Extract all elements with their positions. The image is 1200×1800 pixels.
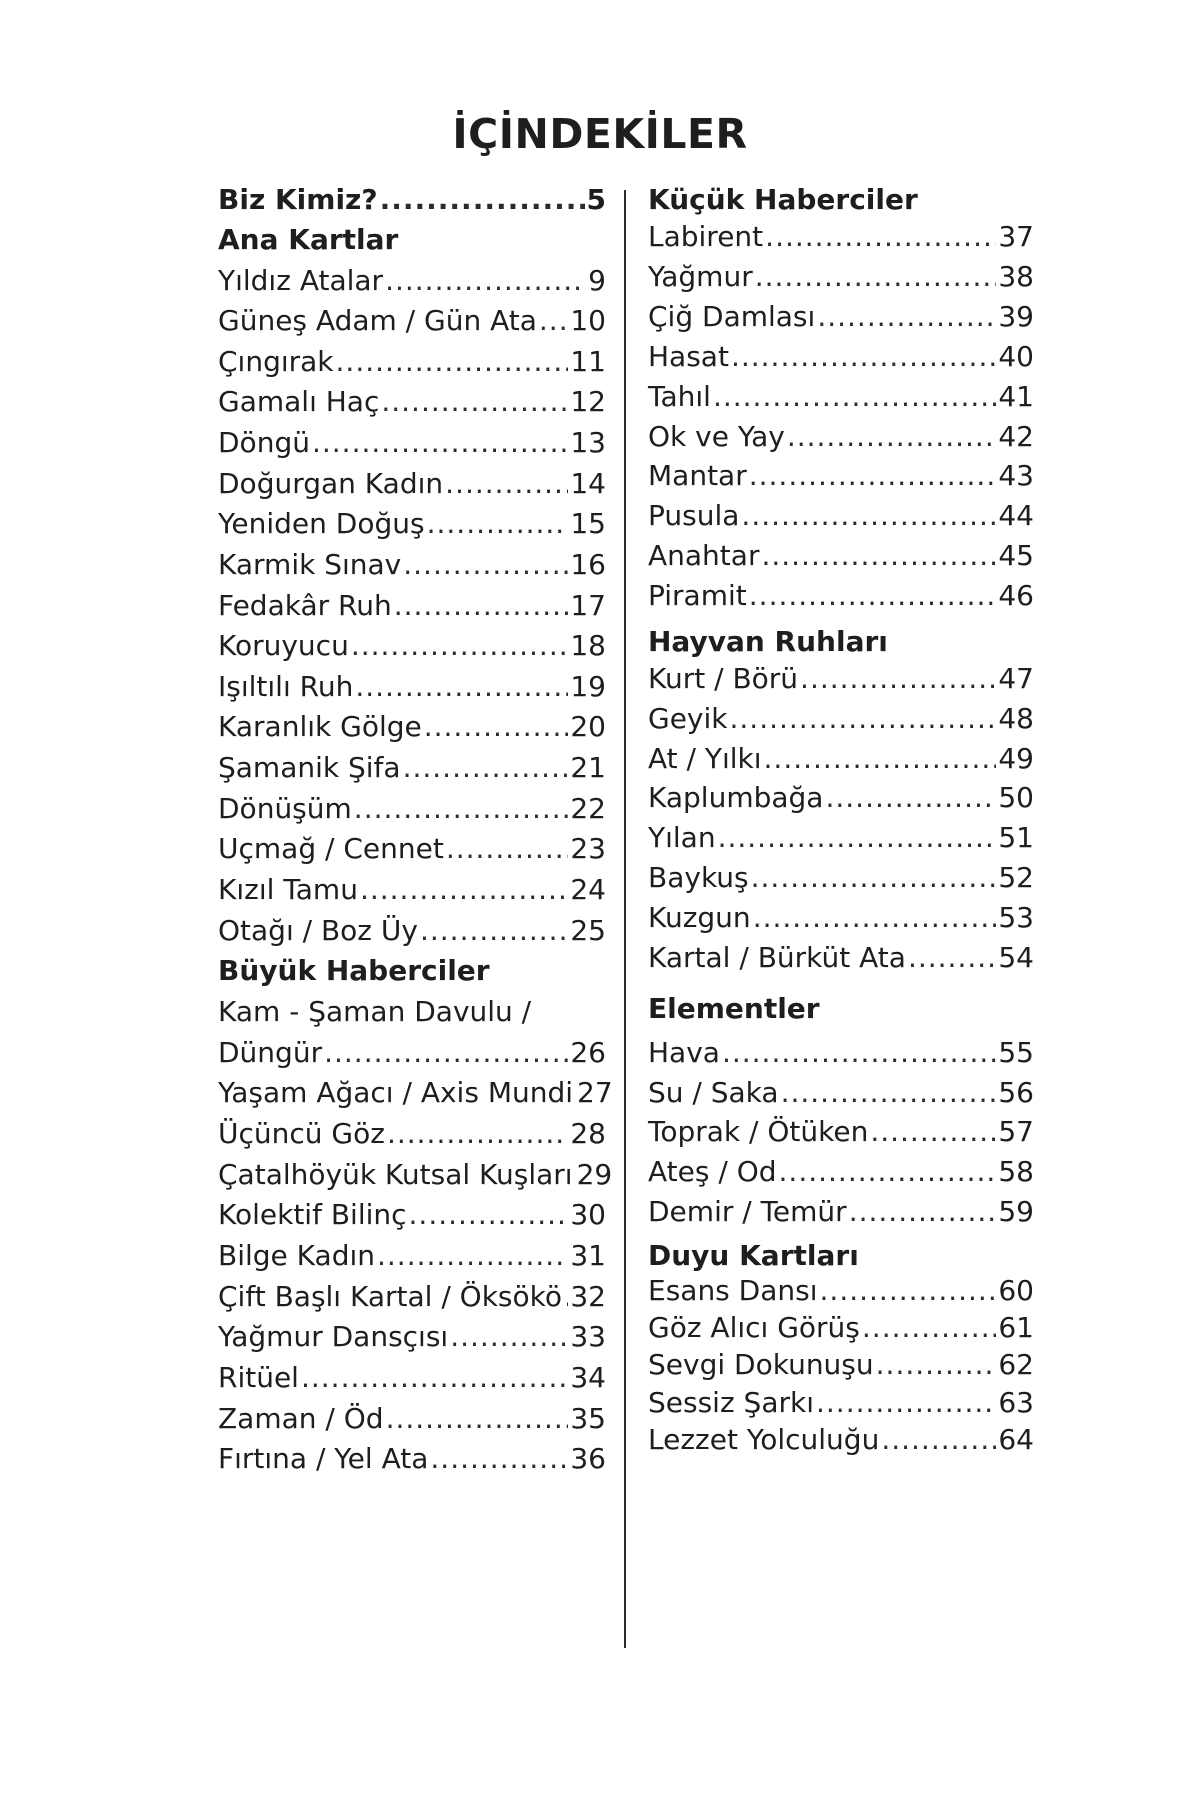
toc-entry xyxy=(218,464,606,504)
toc-page-number: 60 xyxy=(998,1274,1034,1307)
dot-leader xyxy=(409,1195,569,1235)
dot-leader xyxy=(751,858,997,898)
dot-leader xyxy=(360,870,568,910)
toc-entry xyxy=(648,536,1034,576)
toc-entry xyxy=(218,626,606,666)
dot-leader xyxy=(385,261,586,301)
toc-page-number: 15 xyxy=(570,507,606,540)
dot-leader xyxy=(336,342,569,382)
dot-leader xyxy=(781,1073,997,1113)
toc-entry-title: Doğurgan Kadın xyxy=(218,467,444,500)
dot-leader xyxy=(354,789,569,829)
dot-leader xyxy=(450,1317,568,1357)
toc-page-number: 62 xyxy=(998,1348,1034,1381)
toc-entry xyxy=(648,1383,1034,1423)
toc-entry-title: Fırtına / Yel Ata xyxy=(218,1442,429,1475)
toc-page-number: 40 xyxy=(998,340,1034,373)
toc-entry-title: Labirent xyxy=(648,220,764,253)
toc-entry xyxy=(648,417,1034,457)
dot-leader xyxy=(753,898,997,938)
dot-leader xyxy=(324,1033,568,1073)
toc-entry xyxy=(218,667,606,707)
toc-entry xyxy=(218,1114,606,1154)
toc-entry-title: Çatalhöyük Kutsal Kuşları xyxy=(218,1158,573,1191)
toc-entry-title: Göz Alıcı Görüş xyxy=(648,1311,860,1344)
toc-entry-title: Ok ve Yay xyxy=(648,420,785,453)
toc-page-number: 24 xyxy=(570,873,606,906)
toc-page-number: 25 xyxy=(570,914,606,947)
toc-entry-title: Ana Kartlar xyxy=(218,223,399,256)
toc-entry-title: Küçük Haberciler xyxy=(648,183,918,216)
dot-leader xyxy=(779,1152,997,1192)
toc-section-heading xyxy=(218,951,606,991)
toc-entry-title: Ritüel xyxy=(218,1361,299,1394)
dot-leader xyxy=(722,1033,996,1073)
toc-entry-title: Ateş / Od xyxy=(648,1155,777,1188)
dot-leader xyxy=(445,464,568,504)
dot-leader xyxy=(355,667,568,707)
toc-entry xyxy=(648,898,1034,938)
dot-leader xyxy=(718,818,997,858)
toc-page-number: 16 xyxy=(570,548,606,581)
toc-entry xyxy=(218,1439,606,1479)
toc-entry xyxy=(218,545,606,585)
toc-section-heading xyxy=(648,989,1034,1029)
toc-entry-title: Sevgi Dokunuşu xyxy=(648,1348,874,1381)
dot-leader xyxy=(403,748,569,788)
dot-leader xyxy=(730,699,997,739)
toc-entry xyxy=(218,870,606,910)
toc-page-number: 36 xyxy=(570,1442,606,1475)
toc-entry-title: Hayvan Ruhları xyxy=(648,625,888,658)
dot-leader xyxy=(870,1112,996,1152)
toc-entry xyxy=(648,456,1034,496)
toc-entry xyxy=(218,342,606,382)
dot-leader xyxy=(908,938,996,978)
toc-entry-title: Kartal / Bürküt Ata xyxy=(648,941,906,974)
toc-entry-title: Kızıl Tamu xyxy=(218,873,358,906)
toc-page-number: 56 xyxy=(998,1076,1034,1109)
toc-page-number: 44 xyxy=(998,499,1034,532)
toc-entry-title: Uçmağ / Cennet xyxy=(218,832,444,865)
dot-leader xyxy=(301,1358,568,1398)
toc-entry xyxy=(218,1317,606,1357)
dot-leader xyxy=(351,626,569,666)
toc-entry xyxy=(218,586,606,626)
toc-entry xyxy=(648,337,1034,377)
toc-entry xyxy=(218,1155,613,1195)
toc-entry xyxy=(648,1073,1034,1113)
dot-leader xyxy=(800,659,996,699)
toc-page-number: 61 xyxy=(998,1311,1034,1344)
toc-entry xyxy=(648,257,1034,297)
dot-leader xyxy=(381,382,568,422)
toc-entry-title: Piramit xyxy=(648,579,747,612)
toc-entry-title: Yağmur Dansçısı xyxy=(218,1320,449,1353)
toc-page-number: 50 xyxy=(998,781,1034,814)
toc-entry xyxy=(648,377,1034,417)
toc-entry xyxy=(648,496,1034,536)
toc-entry-title: Biz Kimiz? xyxy=(218,183,378,216)
toc-entry xyxy=(648,818,1034,858)
toc-entry-title: Dönüşüm xyxy=(218,792,352,825)
toc-entry xyxy=(218,789,606,829)
toc-entry xyxy=(218,911,606,951)
toc-entry-title: Çiğ Damlası xyxy=(648,300,816,333)
toc-entry-title: Büyük Haberciler xyxy=(218,954,490,987)
toc-entry-title: Bilge Kadın xyxy=(218,1239,375,1272)
toc-page-number: 54 xyxy=(998,941,1034,974)
dot-leader xyxy=(749,576,997,616)
dot-leader xyxy=(749,456,997,496)
toc-entry xyxy=(648,938,1034,978)
toc-entry-title: Demir / Temür xyxy=(648,1195,847,1228)
toc-page-number: 20 xyxy=(570,710,606,743)
toc-entry xyxy=(218,992,606,1032)
dot-leader xyxy=(825,778,996,818)
dot-leader xyxy=(731,337,996,377)
dot-leader xyxy=(741,496,996,536)
toc-page-number: 32 xyxy=(570,1280,606,1313)
toc-entry xyxy=(218,504,606,544)
toc-page-number: 64 xyxy=(998,1423,1034,1456)
toc-page-number: 49 xyxy=(998,742,1034,775)
toc-entry-title: Geyik xyxy=(648,702,728,735)
toc-entry-title: Kuzgun xyxy=(648,901,751,934)
dot-leader xyxy=(817,297,996,337)
dot-leader xyxy=(427,504,569,544)
toc-entry xyxy=(218,1358,606,1398)
toc-entry xyxy=(218,382,606,422)
toc-entry xyxy=(648,1271,1034,1311)
toc-page-number: 52 xyxy=(998,861,1034,894)
page-title: İÇİNDEKİLER xyxy=(452,110,748,158)
toc-entry-title: Karmik Sınav xyxy=(218,548,402,581)
toc-page-number: 5 xyxy=(586,183,606,216)
toc-entry xyxy=(648,1345,1034,1385)
toc-page-number: 10 xyxy=(570,304,606,337)
toc-page-number: 47 xyxy=(998,662,1034,695)
toc-entry-title: Düngür xyxy=(218,1036,323,1069)
dot-leader xyxy=(403,545,568,585)
dot-leader xyxy=(386,1399,569,1439)
toc-entry xyxy=(648,576,1034,616)
toc-page-number: 28 xyxy=(570,1117,606,1150)
toc-entry-title: Yeniden Doğuş xyxy=(218,507,425,540)
toc-entry xyxy=(218,1399,606,1439)
toc-entry-title: Anahtar xyxy=(648,539,760,572)
toc-page-number: 26 xyxy=(570,1036,606,1069)
dot-leader xyxy=(424,707,569,747)
toc-entry xyxy=(648,858,1034,898)
toc-entry-title: Üçüncü Göz xyxy=(218,1117,385,1150)
toc-entry xyxy=(218,748,606,788)
toc-page-number: 19 xyxy=(570,670,606,703)
toc-page-number: 41 xyxy=(998,380,1034,413)
toc-entry xyxy=(218,261,606,301)
toc-entry xyxy=(648,659,1034,699)
toc-entry-title: Kam - Şaman Davulu / xyxy=(218,995,532,1028)
dot-leader xyxy=(377,1236,568,1276)
toc-entry xyxy=(648,739,1034,779)
toc-page-number: 63 xyxy=(998,1386,1034,1419)
toc-entry-title: Otağı / Boz Üy xyxy=(218,914,418,947)
dot-leader xyxy=(755,257,997,297)
toc-page-number: 35 xyxy=(570,1402,606,1435)
toc-page-number: 9 xyxy=(588,264,606,297)
toc-entry-title: Döngü xyxy=(218,426,310,459)
dot-leader xyxy=(564,1277,568,1317)
toc-entry xyxy=(218,1033,606,1073)
toc-page-number: 14 xyxy=(570,467,606,500)
toc-entry xyxy=(218,423,606,463)
toc-entry xyxy=(648,1308,1034,1348)
dot-leader xyxy=(765,217,996,257)
toc-entry xyxy=(648,1033,1034,1073)
toc-page-number: 58 xyxy=(998,1155,1034,1188)
toc-entry-title: Karanlık Gölge xyxy=(218,710,422,743)
toc-entry xyxy=(218,1073,613,1113)
toc-entry xyxy=(218,1195,606,1235)
toc-page-number: 42 xyxy=(998,420,1034,453)
toc-entry-title: Güneş Adam / Gün Ata xyxy=(218,304,537,337)
dot-leader xyxy=(713,377,996,417)
toc-entry-title: Sessiz Şarkı xyxy=(648,1386,814,1419)
toc-page-number: 18 xyxy=(570,629,606,662)
toc-entry xyxy=(648,297,1034,337)
toc-entry xyxy=(218,301,606,341)
toc-page-number: 55 xyxy=(998,1036,1034,1069)
toc-page-number: 21 xyxy=(570,751,606,784)
dot-leader xyxy=(849,1192,997,1232)
toc-page-number: 29 xyxy=(576,1158,613,1191)
toc-entry-title: Yağmur xyxy=(648,260,753,293)
dot-leader xyxy=(420,911,568,951)
toc-entry xyxy=(218,829,606,869)
toc-page-number: 30 xyxy=(570,1198,606,1231)
toc-page-number: 11 xyxy=(570,345,606,378)
toc-entry xyxy=(218,707,606,747)
toc-entry xyxy=(218,1277,606,1317)
toc-entry-title: Yılan xyxy=(648,821,716,854)
toc-page-number: 31 xyxy=(570,1239,606,1272)
toc-page-number: 13 xyxy=(570,426,606,459)
toc-entry-title: Çıngırak xyxy=(218,345,334,378)
toc-entry-title: Gamalı Haç xyxy=(218,385,380,418)
toc-page-number: 59 xyxy=(998,1195,1034,1228)
toc-page-number: 33 xyxy=(570,1320,606,1353)
toc-entry-title: Hasat xyxy=(648,340,729,373)
toc-page-number: 37 xyxy=(998,220,1034,253)
toc-page-number: 38 xyxy=(998,260,1034,293)
toc-entry-title: At / Yılkı xyxy=(648,742,762,775)
toc-section-heading xyxy=(218,220,606,260)
dot-leader xyxy=(862,1308,996,1348)
toc-page-number: 34 xyxy=(570,1361,606,1394)
toc-entry-title: Elementler xyxy=(648,992,820,1025)
toc-entry-title: Kurt / Börü xyxy=(648,662,799,695)
toc-entry xyxy=(648,778,1034,818)
dot-leader xyxy=(876,1345,997,1385)
toc-entry xyxy=(648,217,1034,257)
toc-section-heading xyxy=(648,180,1034,220)
toc-entry-title: Esans Dansı xyxy=(648,1274,818,1307)
dot-leader xyxy=(394,586,569,626)
toc-entry-title: Şamanik Şifa xyxy=(218,751,401,784)
dot-leader xyxy=(312,423,568,463)
toc-entry-title: Kaplumbağa xyxy=(648,781,824,814)
toc-entry xyxy=(648,1420,1034,1460)
column-divider xyxy=(624,190,626,1648)
dot-leader xyxy=(539,301,568,341)
toc-entry xyxy=(648,1112,1034,1152)
dot-leader xyxy=(387,1114,568,1154)
toc-entry xyxy=(218,1236,606,1276)
toc-page-number: 48 xyxy=(998,702,1034,735)
toc-entry-title: Işıltılı Ruh xyxy=(218,670,354,703)
dot-leader xyxy=(380,180,585,220)
toc-entry-title: Koruyucu xyxy=(218,629,349,662)
toc-entry xyxy=(218,180,606,220)
dot-leader xyxy=(446,829,569,869)
toc-entry-title: Yıldız Atalar xyxy=(218,264,384,297)
toc-entry-title: Yaşam Ağacı / Axis Mundi xyxy=(218,1076,574,1109)
dot-leader xyxy=(761,536,996,576)
toc-page-number: 45 xyxy=(998,539,1034,572)
toc-entry-title: Su / Saka xyxy=(648,1076,779,1109)
toc-entry-title: Lezzet Yolculuğu xyxy=(648,1423,880,1456)
toc-section-heading xyxy=(648,1236,1034,1276)
toc-entry xyxy=(648,1152,1034,1192)
toc-page-number: 27 xyxy=(577,1076,613,1109)
dot-leader xyxy=(820,1271,997,1311)
toc-entry-title: Tahıl xyxy=(648,380,711,413)
toc-entry-title: Kolektif Bilinç xyxy=(218,1198,407,1231)
toc-page-number: 53 xyxy=(998,901,1034,934)
toc-page-number: 22 xyxy=(570,792,606,825)
toc-entry-title: Pusula xyxy=(648,499,740,532)
toc-entry-title: Toprak / Ötüken xyxy=(648,1115,869,1148)
toc-page-number: 12 xyxy=(570,385,606,418)
dot-leader xyxy=(764,739,997,779)
toc-entry-title: Duyu Kartları xyxy=(648,1239,859,1272)
toc-entry-title: Baykuş xyxy=(648,861,749,894)
toc-entry-title: Hava xyxy=(648,1036,720,1069)
toc-entry-title: Zaman / Öd xyxy=(218,1402,384,1435)
toc-page-number: 17 xyxy=(570,589,606,622)
dot-leader xyxy=(787,417,997,457)
toc-page-number: 43 xyxy=(998,459,1034,492)
toc-entry xyxy=(648,699,1034,739)
toc-entry xyxy=(648,1192,1034,1232)
dot-leader xyxy=(430,1439,568,1479)
toc-entry-title: Mantar xyxy=(648,459,747,492)
toc-entry-title: Fedakâr Ruh xyxy=(218,589,392,622)
dot-leader xyxy=(881,1420,996,1460)
dot-leader xyxy=(816,1383,996,1423)
toc-entry-title: Çift Başlı Kartal / Öksökö xyxy=(218,1280,562,1313)
toc-page-number: 57 xyxy=(998,1115,1034,1148)
toc-page-number: 23 xyxy=(570,832,606,865)
toc-page-number: 46 xyxy=(998,579,1034,612)
toc-page-number: 39 xyxy=(998,300,1034,333)
toc-page-number: 51 xyxy=(998,821,1034,854)
toc-section-heading xyxy=(648,622,1034,662)
